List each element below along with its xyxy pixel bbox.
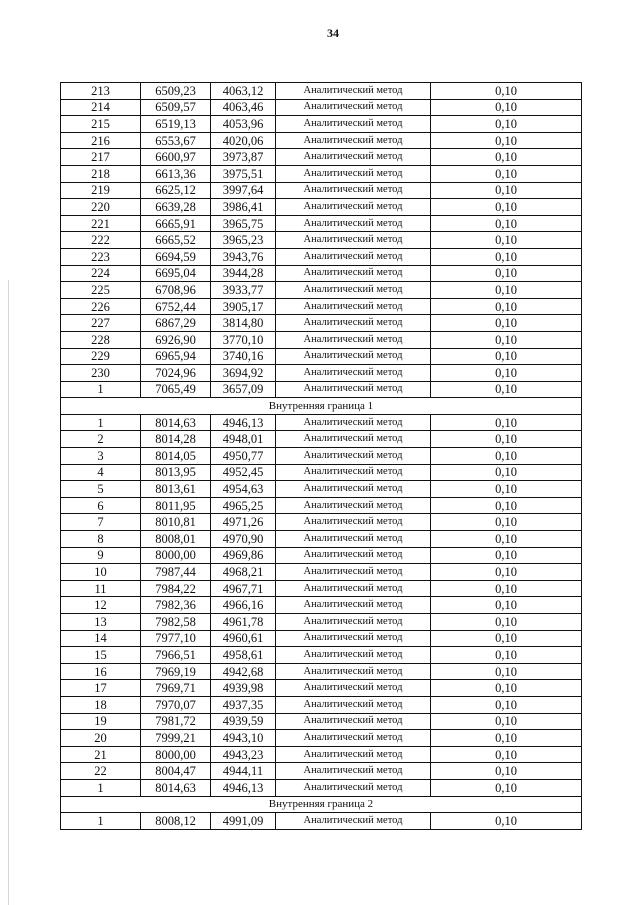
table-row: [61, 663, 582, 680]
y-coordinate-cell: 4063,12: [211, 83, 276, 100]
coordinates-table: [60, 82, 582, 830]
y-coordinate-cell: 4943,23: [211, 746, 276, 763]
x-coordinate-cell: 8013,61: [141, 481, 211, 498]
y-coordinate-cell: 4020,06: [211, 132, 276, 149]
method-cell: Аналитический метод: [276, 763, 431, 780]
y-coordinate-cell: 4946,13: [211, 779, 276, 796]
table-row: [61, 215, 582, 232]
y-coordinate-cell: 4968,21: [211, 564, 276, 581]
method-cell: Аналитический метод: [276, 564, 431, 581]
x-coordinate-cell: 6665,91: [141, 215, 211, 232]
table-row: [61, 448, 582, 465]
x-coordinate-cell: 6694,59: [141, 248, 211, 265]
y-coordinate-cell: 4946,13: [211, 414, 276, 431]
method-cell: Аналитический метод: [276, 83, 431, 100]
y-coordinate-cell: 4960,61: [211, 630, 276, 647]
accuracy-cell: 0,10: [431, 199, 582, 216]
point-number-cell: 218: [61, 165, 141, 182]
accuracy-cell: 0,10: [431, 614, 582, 631]
x-coordinate-cell: 8008,01: [141, 531, 211, 548]
method-cell: Аналитический метод: [276, 514, 431, 531]
method-cell: Аналитический метод: [276, 647, 431, 664]
point-number-cell: 6: [61, 497, 141, 514]
point-number-cell: 4: [61, 464, 141, 481]
accuracy-cell: 0,10: [431, 813, 582, 830]
table-row: [61, 813, 582, 830]
point-number-cell: 21: [61, 746, 141, 763]
x-coordinate-cell: 6509,23: [141, 83, 211, 100]
y-coordinate-cell: 4939,98: [211, 680, 276, 697]
y-coordinate-cell: 3905,17: [211, 298, 276, 315]
y-coordinate-cell: 3943,76: [211, 248, 276, 265]
section-heading-row: [61, 796, 582, 813]
y-coordinate-cell: 3694,92: [211, 365, 276, 382]
point-number-cell: 2: [61, 431, 141, 448]
x-coordinate-cell: 7969,19: [141, 663, 211, 680]
accuracy-cell: 0,10: [431, 132, 582, 149]
table-row: [61, 746, 582, 763]
table-row: [61, 232, 582, 249]
point-number-cell: 14: [61, 630, 141, 647]
method-cell: Аналитический метод: [276, 414, 431, 431]
y-coordinate-cell: 4965,25: [211, 497, 276, 514]
table-row: [61, 614, 582, 631]
accuracy-cell: 0,10: [431, 647, 582, 664]
point-number-cell: 9: [61, 547, 141, 564]
x-coordinate-cell: 7065,49: [141, 381, 211, 398]
accuracy-cell: 0,10: [431, 514, 582, 531]
y-coordinate-cell: 3973,87: [211, 149, 276, 166]
table-row: [61, 182, 582, 199]
y-coordinate-cell: 4944,11: [211, 763, 276, 780]
point-number-cell: 227: [61, 315, 141, 332]
accuracy-cell: 0,10: [431, 763, 582, 780]
coordinates-table-body: [61, 83, 582, 830]
accuracy-cell: 0,10: [431, 531, 582, 548]
point-number-cell: 217: [61, 149, 141, 166]
method-cell: Аналитический метод: [276, 348, 431, 365]
section-heading-row: [61, 398, 582, 415]
x-coordinate-cell: 8014,63: [141, 779, 211, 796]
y-coordinate-cell: 3986,41: [211, 199, 276, 216]
point-number-cell: 216: [61, 132, 141, 149]
method-cell: Аналитический метод: [276, 614, 431, 631]
y-coordinate-cell: 3657,09: [211, 381, 276, 398]
x-coordinate-cell: 7024,96: [141, 365, 211, 382]
y-coordinate-cell: 4939,59: [211, 713, 276, 730]
section-heading: Внутренняя граница 1: [61, 398, 582, 415]
method-cell: Аналитический метод: [276, 116, 431, 133]
scan-margin-line: [8, 280, 9, 905]
point-number-cell: 1: [61, 414, 141, 431]
y-coordinate-cell: 3997,64: [211, 182, 276, 199]
table-row: [61, 713, 582, 730]
table-row: [61, 315, 582, 332]
x-coordinate-cell: 6752,44: [141, 298, 211, 315]
table-row: [61, 132, 582, 149]
x-coordinate-cell: 8008,12: [141, 813, 211, 830]
table-row: [61, 199, 582, 216]
point-number-cell: 17: [61, 680, 141, 697]
x-coordinate-cell: 8000,00: [141, 547, 211, 564]
point-number-cell: 220: [61, 199, 141, 216]
y-coordinate-cell: 3944,28: [211, 265, 276, 282]
table-row: [61, 481, 582, 498]
point-number-cell: 12: [61, 597, 141, 614]
table-row: [61, 497, 582, 514]
table-row: [61, 414, 582, 431]
method-cell: Аналитический метод: [276, 365, 431, 382]
point-number-cell: 7: [61, 514, 141, 531]
method-cell: Аналитический метод: [276, 132, 431, 149]
x-coordinate-cell: 6600,97: [141, 149, 211, 166]
y-coordinate-cell: 4971,26: [211, 514, 276, 531]
method-cell: Аналитический метод: [276, 199, 431, 216]
point-number-cell: 15: [61, 647, 141, 664]
table-row: [61, 282, 582, 299]
point-number-cell: 19: [61, 713, 141, 730]
accuracy-cell: 0,10: [431, 365, 582, 382]
table-row: [61, 779, 582, 796]
point-number-cell: 213: [61, 83, 141, 100]
accuracy-cell: 0,10: [431, 381, 582, 398]
x-coordinate-cell: 8010,81: [141, 514, 211, 531]
x-coordinate-cell: 7977,10: [141, 630, 211, 647]
method-cell: Аналитический метод: [276, 165, 431, 182]
point-number-cell: 11: [61, 580, 141, 597]
table-row: [61, 116, 582, 133]
table-row: [61, 381, 582, 398]
x-coordinate-cell: 7984,22: [141, 580, 211, 597]
x-coordinate-cell: 7982,36: [141, 597, 211, 614]
method-cell: Аналитический метод: [276, 248, 431, 265]
accuracy-cell: 0,10: [431, 497, 582, 514]
method-cell: Аналитический метод: [276, 99, 431, 116]
y-coordinate-cell: 3933,77: [211, 282, 276, 299]
table-row: [61, 99, 582, 116]
accuracy-cell: 0,10: [431, 564, 582, 581]
accuracy-cell: 0,10: [431, 730, 582, 747]
point-number-cell: 229: [61, 348, 141, 365]
accuracy-cell: 0,10: [431, 481, 582, 498]
y-coordinate-cell: 4952,45: [211, 464, 276, 481]
x-coordinate-cell: 6867,29: [141, 315, 211, 332]
method-cell: Аналитический метод: [276, 282, 431, 299]
method-cell: Аналитический метод: [276, 448, 431, 465]
method-cell: Аналитический метод: [276, 696, 431, 713]
point-number-cell: 221: [61, 215, 141, 232]
accuracy-cell: 0,10: [431, 83, 582, 100]
table-row: [61, 647, 582, 664]
method-cell: Аналитический метод: [276, 182, 431, 199]
accuracy-cell: 0,10: [431, 580, 582, 597]
method-cell: Аналитический метод: [276, 431, 431, 448]
accuracy-cell: 0,10: [431, 431, 582, 448]
x-coordinate-cell: 6965,94: [141, 348, 211, 365]
method-cell: Аналитический метод: [276, 149, 431, 166]
y-coordinate-cell: 4970,90: [211, 531, 276, 548]
point-number-cell: 22: [61, 763, 141, 780]
table-row: [61, 348, 582, 365]
method-cell: Аналитический метод: [276, 215, 431, 232]
table-row: [61, 564, 582, 581]
accuracy-cell: 0,10: [431, 298, 582, 315]
point-number-cell: 5: [61, 481, 141, 498]
table-row: [61, 696, 582, 713]
x-coordinate-cell: 7981,72: [141, 713, 211, 730]
point-number-cell: 225: [61, 282, 141, 299]
table-row: [61, 331, 582, 348]
table-row: [61, 165, 582, 182]
point-number-cell: 230: [61, 365, 141, 382]
y-coordinate-cell: 4053,96: [211, 116, 276, 133]
method-cell: Аналитический метод: [276, 597, 431, 614]
point-number-cell: 3: [61, 448, 141, 465]
accuracy-cell: 0,10: [431, 630, 582, 647]
table-row: [61, 514, 582, 531]
method-cell: Аналитический метод: [276, 497, 431, 514]
accuracy-cell: 0,10: [431, 215, 582, 232]
table-row: [61, 83, 582, 100]
accuracy-cell: 0,10: [431, 149, 582, 166]
method-cell: Аналитический метод: [276, 547, 431, 564]
x-coordinate-cell: 6708,96: [141, 282, 211, 299]
table-row: [61, 149, 582, 166]
table-row: [61, 464, 582, 481]
table-row: [61, 248, 582, 265]
y-coordinate-cell: 4958,61: [211, 647, 276, 664]
method-cell: Аналитический метод: [276, 315, 431, 332]
point-number-cell: 222: [61, 232, 141, 249]
accuracy-cell: 0,10: [431, 348, 582, 365]
accuracy-cell: 0,10: [431, 248, 582, 265]
x-coordinate-cell: 6926,90: [141, 331, 211, 348]
accuracy-cell: 0,10: [431, 448, 582, 465]
x-coordinate-cell: 6665,52: [141, 232, 211, 249]
table-row: [61, 763, 582, 780]
method-cell: Аналитический метод: [276, 331, 431, 348]
y-coordinate-cell: 3965,75: [211, 215, 276, 232]
y-coordinate-cell: 3740,16: [211, 348, 276, 365]
point-number-cell: 16: [61, 663, 141, 680]
method-cell: Аналитический метод: [276, 232, 431, 249]
table-row: [61, 431, 582, 448]
point-number-cell: 13: [61, 614, 141, 631]
table-row: [61, 365, 582, 382]
accuracy-cell: 0,10: [431, 746, 582, 763]
method-cell: Аналитический метод: [276, 630, 431, 647]
table-row: [61, 298, 582, 315]
x-coordinate-cell: 8013,95: [141, 464, 211, 481]
accuracy-cell: 0,10: [431, 331, 582, 348]
x-coordinate-cell: 7969,71: [141, 680, 211, 697]
accuracy-cell: 0,10: [431, 597, 582, 614]
point-number-cell: 226: [61, 298, 141, 315]
accuracy-cell: 0,10: [431, 680, 582, 697]
x-coordinate-cell: 6695,04: [141, 265, 211, 282]
y-coordinate-cell: 3975,51: [211, 165, 276, 182]
x-coordinate-cell: 8014,28: [141, 431, 211, 448]
point-number-cell: 223: [61, 248, 141, 265]
accuracy-cell: 0,10: [431, 182, 582, 199]
method-cell: Аналитический метод: [276, 663, 431, 680]
y-coordinate-cell: 4948,01: [211, 431, 276, 448]
point-number-cell: 20: [61, 730, 141, 747]
section-heading: Внутренняя граница 2: [61, 796, 582, 813]
x-coordinate-cell: 7982,58: [141, 614, 211, 631]
x-coordinate-cell: 6613,36: [141, 165, 211, 182]
accuracy-cell: 0,10: [431, 315, 582, 332]
point-number-cell: 219: [61, 182, 141, 199]
x-coordinate-cell: 8014,63: [141, 414, 211, 431]
table-row: [61, 680, 582, 697]
accuracy-cell: 0,10: [431, 282, 582, 299]
table-row: [61, 730, 582, 747]
y-coordinate-cell: 4961,78: [211, 614, 276, 631]
table-row: [61, 547, 582, 564]
x-coordinate-cell: 7966,51: [141, 647, 211, 664]
method-cell: Аналитический метод: [276, 464, 431, 481]
x-coordinate-cell: 7999,21: [141, 730, 211, 747]
point-number-cell: 215: [61, 116, 141, 133]
accuracy-cell: 0,10: [431, 265, 582, 282]
point-number-cell: 1: [61, 779, 141, 796]
method-cell: Аналитический метод: [276, 298, 431, 315]
y-coordinate-cell: 4966,16: [211, 597, 276, 614]
x-coordinate-cell: 6639,28: [141, 199, 211, 216]
accuracy-cell: 0,10: [431, 663, 582, 680]
accuracy-cell: 0,10: [431, 713, 582, 730]
x-coordinate-cell: 6625,12: [141, 182, 211, 199]
accuracy-cell: 0,10: [431, 116, 582, 133]
x-coordinate-cell: 8000,00: [141, 746, 211, 763]
y-coordinate-cell: 4954,63: [211, 481, 276, 498]
method-cell: Аналитический метод: [276, 713, 431, 730]
table-row: [61, 630, 582, 647]
accuracy-cell: 0,10: [431, 696, 582, 713]
x-coordinate-cell: 8014,05: [141, 448, 211, 465]
method-cell: Аналитический метод: [276, 265, 431, 282]
x-coordinate-cell: 6519,13: [141, 116, 211, 133]
accuracy-cell: 0,10: [431, 165, 582, 182]
y-coordinate-cell: 3770,10: [211, 331, 276, 348]
table-row: [61, 580, 582, 597]
point-number-cell: 18: [61, 696, 141, 713]
page-number: 34: [327, 26, 339, 40]
accuracy-cell: 0,10: [431, 779, 582, 796]
method-cell: Аналитический метод: [276, 779, 431, 796]
table-row: [61, 265, 582, 282]
method-cell: Аналитический метод: [276, 580, 431, 597]
point-number-cell: 224: [61, 265, 141, 282]
point-number-cell: 228: [61, 331, 141, 348]
y-coordinate-cell: 4937,35: [211, 696, 276, 713]
x-coordinate-cell: 6509,57: [141, 99, 211, 116]
y-coordinate-cell: 4950,77: [211, 448, 276, 465]
point-number-cell: 1: [61, 813, 141, 830]
method-cell: Аналитический метод: [276, 746, 431, 763]
table-row: [61, 531, 582, 548]
point-number-cell: 1: [61, 381, 141, 398]
table-row: [61, 597, 582, 614]
method-cell: Аналитический метод: [276, 730, 431, 747]
x-coordinate-cell: 8004,47: [141, 763, 211, 780]
y-coordinate-cell: 4063,46: [211, 99, 276, 116]
y-coordinate-cell: 4969,86: [211, 547, 276, 564]
y-coordinate-cell: 4991,09: [211, 813, 276, 830]
x-coordinate-cell: 8011,95: [141, 497, 211, 514]
x-coordinate-cell: 7970,07: [141, 696, 211, 713]
y-coordinate-cell: 4943,10: [211, 730, 276, 747]
method-cell: Аналитический метод: [276, 481, 431, 498]
x-coordinate-cell: 6553,67: [141, 132, 211, 149]
method-cell: Аналитический метод: [276, 531, 431, 548]
point-number-cell: 10: [61, 564, 141, 581]
accuracy-cell: 0,10: [431, 99, 582, 116]
point-number-cell: 8: [61, 531, 141, 548]
y-coordinate-cell: 4942,68: [211, 663, 276, 680]
accuracy-cell: 0,10: [431, 414, 582, 431]
accuracy-cell: 0,10: [431, 232, 582, 249]
y-coordinate-cell: 3814,80: [211, 315, 276, 332]
method-cell: Аналитический метод: [276, 680, 431, 697]
y-coordinate-cell: 3965,23: [211, 232, 276, 249]
x-coordinate-cell: 7987,44: [141, 564, 211, 581]
accuracy-cell: 0,10: [431, 464, 582, 481]
accuracy-cell: 0,10: [431, 547, 582, 564]
method-cell: Аналитический метод: [276, 813, 431, 830]
point-number-cell: 214: [61, 99, 141, 116]
y-coordinate-cell: 4967,71: [211, 580, 276, 597]
method-cell: Аналитический метод: [276, 381, 431, 398]
